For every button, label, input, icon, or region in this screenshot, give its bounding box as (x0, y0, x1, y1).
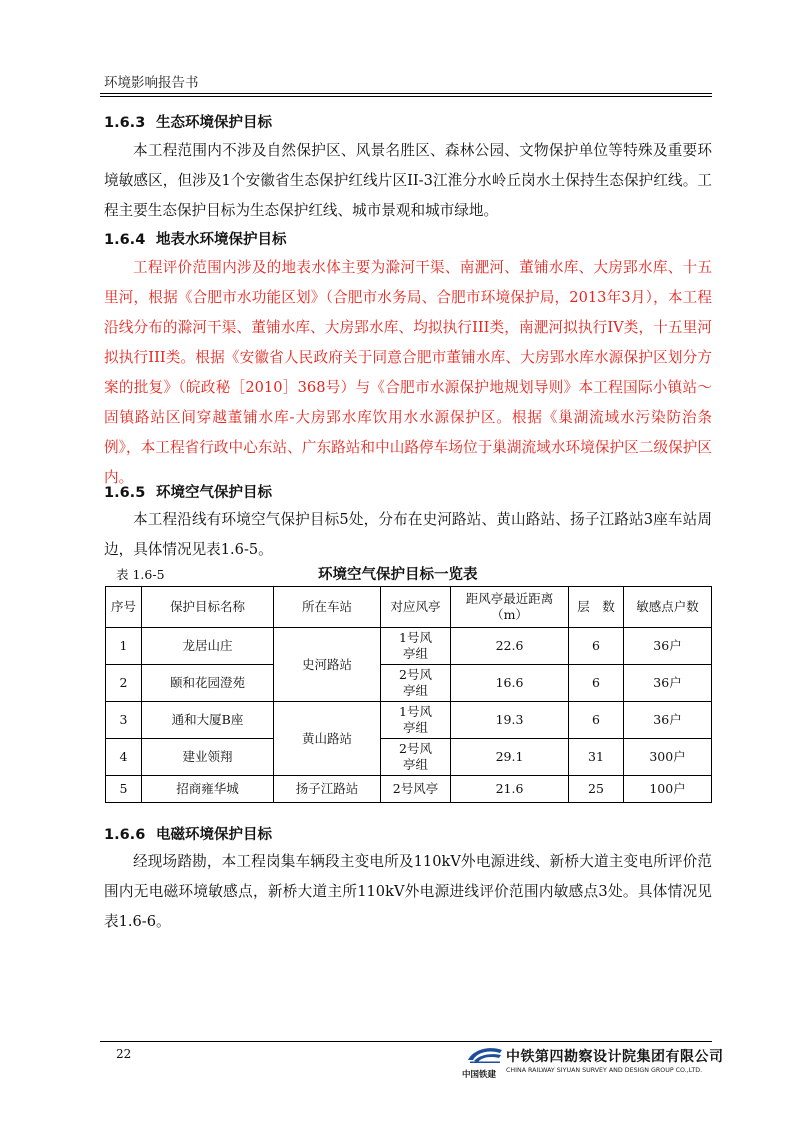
header-cell: 敏感点户数 (624, 587, 712, 628)
header-cell: 层 数 (569, 587, 624, 628)
cell-distance: 21.6 (451, 776, 569, 803)
company-name-en: CHINA RAILWAY SIYUAN SURVEY AND DESIGN GROUP CO.,LTD. (506, 1067, 703, 1074)
header-cell: 序号 (106, 587, 142, 628)
cell-floors: 31 (569, 739, 624, 776)
paragraph-surface-water: 工程评价范围内涉及的地表水体主要为滁河干渠、南淝河、董铺水库、大房郢水库、十五里河，根据《合肥市水功能区划》（合肥市水务局、合肥市环境保护局，2013年3月），本工程沿线分布的滁河干渠、董铺水库、大房郢水库、均拟执行III类，南淝河拟执行IV类，十五里河拟执行III类。根据《安徽省人民政府关于同意合肥市董铺水库、大房郢水库水源保护区划分方案的批复》（皖政秘［2010］368号）与《合肥市水源保护地规划导则》本工程国际小镇站～固镇路站区间穿越董铺水库-大房郢水库饮用水水源保护区。根据《巢湖流域水污染防治条例》，本工程省行政中心东站、广东路站和中山路停车场位于巢湖流域水环境保护区二级保护区内。 (104, 259, 712, 486)
header-cell: 对应风亭 (381, 587, 451, 628)
header-cell: 所在车站 (274, 587, 381, 628)
cell-vent: 1号风亭组 (381, 702, 451, 739)
cell-name: 招商雍华城 (142, 776, 274, 803)
cell-households: 100户 (624, 776, 712, 803)
cell-floors: 6 (569, 702, 624, 739)
header-cell: 保护目标名称 (142, 587, 274, 628)
header-rule-thin (100, 96, 712, 97)
header-cell: 距风亭最近距离（m） (451, 587, 569, 628)
cell-name: 通和大厦B座 (142, 702, 274, 739)
paragraph-ecology: 本工程范围内不涉及自然保护区、风景名胜区、森林公园、文物保护单位等特殊及重要环境敏感区，但涉及1个安徽省生态保护红线片区II-3江淮分水岭丘岗水土保持生态保护红线。工程主要生态保护目标为生态保护红线、城市景观和城市绿地。 (104, 142, 712, 219)
paragraph-electromagnetic: 经现场踏勘，本工程岗集车辆段主变电所及110kV外电源进线、新桥大道主变电所评价范围内无电磁环境敏感点，新桥大道主所110kV外电源进线评价范围内敏感点3处。具体情况见表1.6-6。 (104, 853, 712, 930)
table-caption-number: 表 1.6-5 (116, 567, 165, 582)
cell-station: 扬子江路站 (274, 776, 381, 803)
cell-vent: 2号风亭 (381, 776, 451, 803)
table-header-row (106, 587, 712, 628)
section-number: 1.6.4 (104, 232, 146, 248)
section-title: 生态环境保护目标 (156, 115, 272, 131)
section-title: 环境空气保护目标 (156, 485, 272, 501)
paragraph-air: 本工程沿线有环境空气保护目标5处，分布在史河路站、黄山路站、扬子江路站3座车站周边，具体情况见表1.6-5。 (104, 511, 712, 558)
logo-subtitle: 中国铁建 (462, 1070, 497, 1080)
cell-no: 4 (106, 739, 142, 776)
section-number: 1.6.6 (104, 827, 146, 843)
section-number: 1.6.3 (104, 115, 146, 131)
cell-households: 36户 (624, 628, 712, 665)
footer-rule (100, 1041, 712, 1042)
cell-station: 黄山路站 (274, 702, 381, 776)
table-row (106, 665, 712, 702)
cell-households: 36户 (624, 665, 712, 702)
table-caption-title: 环境空气保护目标一览表 (318, 567, 478, 583)
cell-floors: 25 (569, 776, 624, 803)
table-row (106, 739, 712, 776)
running-header: 环境影响报告书 (104, 75, 199, 91)
cell-no: 2 (106, 665, 142, 702)
cell-no: 5 (106, 776, 142, 803)
section-number: 1.6.5 (104, 485, 146, 501)
cell-distance: 29.1 (451, 739, 569, 776)
cell-station: 史河路站 (274, 628, 381, 702)
cell-name: 颐和花园澄苑 (142, 665, 274, 702)
table-row (106, 628, 712, 665)
section-heading-1-6-6 (104, 823, 272, 844)
company-name-cn: 中铁第四勘察设计院集团有限公司 (506, 1049, 724, 1065)
cell-floors: 6 (569, 665, 624, 702)
page-number: 22 (116, 1047, 132, 1061)
cell-distance: 22.6 (451, 628, 569, 665)
cell-distance: 19.3 (451, 702, 569, 739)
cell-no: 3 (106, 702, 142, 739)
cell-name: 龙居山庄 (142, 628, 274, 665)
header-rule (100, 93, 712, 94)
crcc-logo-icon (464, 1046, 504, 1064)
section-heading-1-6-5 (104, 481, 272, 502)
section-heading-1-6-4 (104, 228, 287, 249)
cell-vent: 2号风亭组 (381, 739, 451, 776)
table-row (106, 702, 712, 739)
cell-name: 建业领翔 (142, 739, 274, 776)
cell-floors: 6 (569, 628, 624, 665)
air-protection-table (105, 586, 712, 803)
cell-distance: 16.6 (451, 665, 569, 702)
section-title: 地表水环境保护目标 (156, 232, 287, 248)
cell-vent: 1号风亭组 (381, 628, 451, 665)
section-title: 电磁环境保护目标 (156, 827, 272, 843)
table-row (106, 776, 712, 803)
cell-households: 36户 (624, 702, 712, 739)
cell-households: 300户 (624, 739, 712, 776)
cell-no: 1 (106, 628, 142, 665)
section-heading-1-6-3 (104, 111, 272, 132)
cell-vent: 2号风亭组 (381, 665, 451, 702)
